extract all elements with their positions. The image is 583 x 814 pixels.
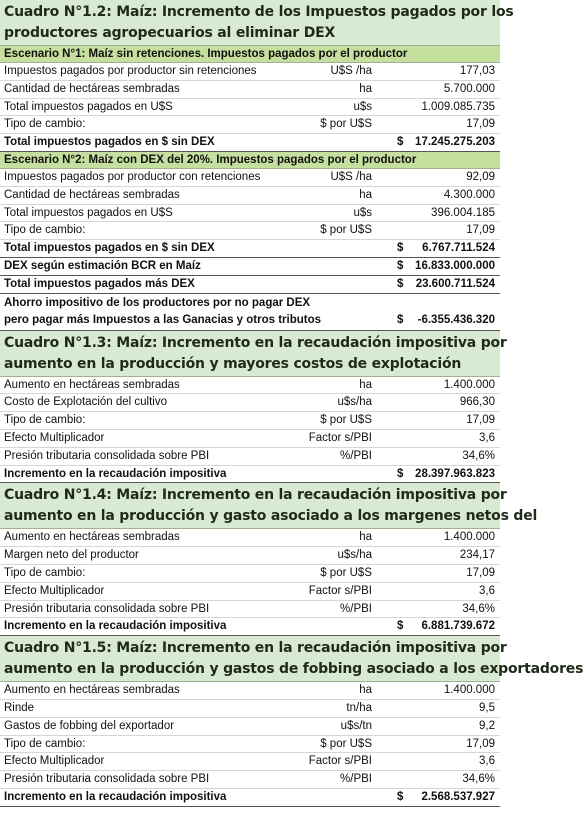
currency-symbol: $ — [397, 277, 404, 290]
row-label: Impuestos pagados por productor sin retenciones — [4, 65, 257, 77]
cuadro-1-3-title-line2: aumento en la producción y mayores costos de explotación — [4, 355, 462, 372]
escenario-1-header: Escenario N°1: Maíz sin retenciones. Impuestos pagados por el productor — [0, 46, 500, 63]
currency-symbol: $ — [397, 790, 404, 803]
total-value: 23.600.711.524 — [415, 277, 495, 290]
row-unit: $ por U$S — [320, 224, 372, 237]
row-unit: u$s — [353, 100, 372, 113]
cuadro-1-2-title-line1: Cuadro N°1.2: Maíz: Incremento de los Impuestos pagados por los — [4, 4, 514, 20]
total-row — [0, 240, 500, 258]
cuadro-1-3-title — [0, 331, 507, 377]
row-label: Efecto Multiplicador — [4, 755, 105, 768]
row-value: 92,09 — [466, 170, 495, 183]
table-row — [0, 377, 500, 395]
cuadro-1-2-title-line2: productores agropecuarios al eliminar DEX — [4, 25, 336, 41]
row-label: Efecto Multiplicador — [4, 431, 105, 444]
table-row — [0, 700, 500, 718]
row-value: 1.400.000 — [443, 684, 495, 697]
total-row — [0, 466, 500, 484]
row-value: 1.009.085.735 — [421, 100, 495, 113]
row-value: 4.300.000 — [443, 188, 495, 201]
row-value: 34,6% — [462, 449, 495, 462]
row-label: Tipo de cambio: — [4, 118, 86, 131]
total-label: Incremento en la recaudación impositiva — [4, 467, 227, 480]
total-row — [0, 134, 500, 152]
row-unit: Factor s/PBI — [308, 584, 372, 597]
row-value: 177,03 — [459, 65, 495, 77]
table-row — [0, 718, 500, 736]
row-unit: Factor s/PBI — [308, 755, 372, 768]
total-row — [0, 789, 500, 807]
row-value: 1.400.000 — [443, 378, 495, 391]
row-value: 34,6% — [462, 602, 495, 615]
table-row — [0, 682, 500, 700]
total-row — [0, 618, 500, 636]
row-label: Impuestos pagados por productor con retenciones — [4, 170, 261, 183]
cuadro-1-4-title-line2: aumento en la producción y gasto asociado a los margenes netos del — [4, 508, 538, 525]
currency-symbol: $ — [397, 259, 404, 272]
cuadro-1-2-title — [0, 0, 514, 46]
table-row — [0, 736, 500, 754]
total-label: Total impuestos pagados en $ sin DEX — [4, 242, 215, 255]
table-row — [0, 583, 500, 601]
row-unit: tn/ha — [346, 701, 372, 714]
ahorro-value: -6.355.436.320 — [417, 313, 495, 326]
table-row — [0, 81, 500, 99]
row-label: Gastos de fobbing del exportador — [4, 719, 175, 732]
currency-symbol: $ — [397, 136, 404, 149]
cuadro-1-4-title-line1: Cuadro N°1.4: Maíz: Incremento en la recaudación impositiva por — [4, 487, 507, 504]
row-value: 396.004.185 — [431, 206, 495, 219]
table-row — [0, 116, 500, 134]
row-label: Total impuestos pagados en U$S — [4, 206, 173, 219]
row-label: Aumento en hectáreas sembradas — [4, 531, 180, 544]
currency-symbol: $ — [397, 467, 404, 480]
row-label: Rinde — [4, 701, 35, 714]
table-row — [0, 187, 500, 205]
total-value: 28.397.963.823 — [415, 467, 495, 480]
ahorro-label-line2: pero pagar más Impuestos a las Ganacias y otros tributos — [4, 313, 321, 326]
total-value: 17.245.275.203 — [415, 136, 495, 149]
row-unit: $ por U$S — [320, 566, 372, 579]
row-unit: ha — [359, 684, 372, 697]
row-label: Aumento en hectáreas sembradas — [4, 378, 180, 391]
row-value: 34,6% — [462, 773, 495, 786]
row-unit: %/PBI — [340, 773, 372, 786]
total-row — [0, 258, 500, 276]
row-label: Cantidad de hectáreas sembradas — [4, 188, 180, 201]
row-value: 3,6 — [479, 584, 495, 597]
table-row — [0, 753, 500, 771]
row-unit: ha — [359, 378, 372, 391]
row-value: 966,30 — [459, 396, 495, 409]
row-unit: u$s/ha — [337, 549, 372, 562]
total-value: 6.881.739.672 — [421, 620, 495, 633]
total-label: Total impuestos pagados más DEX — [4, 277, 195, 290]
total-label: Incremento en la recaudación impositiva — [4, 790, 227, 803]
row-unit: U$S /ha — [330, 65, 372, 77]
ahorro-row — [0, 294, 500, 331]
table-row — [0, 63, 500, 81]
row-label: Cantidad de hectáreas sembradas — [4, 82, 180, 95]
row-unit: ha — [359, 188, 372, 201]
row-unit: %/PBI — [340, 602, 372, 615]
row-unit: ha — [359, 82, 372, 95]
row-unit: Factor s/PBI — [308, 431, 372, 444]
currency-symbol: $ — [397, 313, 404, 326]
row-value: 3,6 — [479, 755, 495, 768]
row-value: 9,2 — [479, 719, 495, 732]
total-label: Incremento en la recaudación impositiva — [4, 620, 227, 633]
total-label: DEX según estimación BCR en Maíz — [4, 259, 201, 272]
table-row — [0, 547, 500, 565]
total-value: 16.833.000.000 — [415, 259, 495, 272]
cuadro-1-4-title — [0, 483, 538, 529]
row-label: Tipo de cambio: — [4, 737, 86, 750]
cuadro-1-5-title-line1: Cuadro N°1.5: Maíz: Incremento en la recaudación impositiva por — [4, 640, 507, 657]
row-unit: $ por U$S — [320, 118, 372, 131]
row-value: 3,6 — [479, 431, 495, 444]
row-label: Efecto Multiplicador — [4, 584, 105, 597]
total-label: Total impuestos pagados en $ sin DEX — [4, 136, 215, 149]
table-row — [0, 222, 500, 240]
total-row — [0, 276, 500, 294]
total-value: 6.767.711.524 — [422, 242, 495, 255]
row-label: Tipo de cambio: — [4, 224, 86, 237]
row-value: 17,09 — [466, 566, 495, 579]
table-row — [0, 448, 500, 466]
row-unit: u$s — [353, 206, 372, 219]
escenario-2-header: Escenario N°2: Maíz con DEX del 20%. Impuestos pagados por el productor — [0, 152, 500, 169]
row-unit: U$S /ha — [330, 170, 372, 183]
row-value: 5.700.000 — [443, 82, 495, 95]
currency-symbol: $ — [397, 620, 404, 633]
currency-symbol: $ — [397, 242, 404, 255]
table-row — [0, 529, 500, 547]
cuadro-1-5-title — [0, 636, 583, 682]
row-unit: u$s/ha — [337, 396, 372, 409]
row-value: 17,09 — [466, 414, 495, 427]
table-row — [0, 601, 500, 619]
ahorro-label-line1: Ahorro impositivo de los productores por no pagar DEX — [4, 296, 311, 309]
row-unit: %/PBI — [340, 449, 372, 462]
row-label: Aumento en hectáreas sembradas — [4, 684, 180, 697]
row-value: 1.400.000 — [443, 531, 495, 544]
row-unit: ha — [359, 531, 372, 544]
row-label: Presión tributaria consolidada sobre PBI — [4, 449, 210, 462]
row-unit: u$s/tn — [340, 719, 372, 732]
row-unit: $ por U$S — [320, 737, 372, 750]
cuadro-1-3-title-line1: Cuadro N°1.3: Maíz: Incremento en la recaudación impositiva por — [4, 334, 507, 351]
row-unit: $ por U$S — [320, 414, 372, 427]
table-row — [0, 205, 500, 223]
row-label: Presión tributaria consolidada sobre PBI — [4, 773, 210, 786]
table-row — [0, 771, 500, 789]
total-value: 2.568.537.927 — [421, 790, 495, 803]
row-label: Tipo de cambio: — [4, 566, 86, 579]
row-value: 234,17 — [459, 549, 495, 562]
table-row — [0, 430, 500, 448]
table-row — [0, 99, 500, 117]
row-label: Total impuestos pagados en U$S — [4, 100, 173, 113]
row-value: 9,5 — [479, 701, 495, 714]
row-value: 17,09 — [466, 224, 495, 237]
row-label: Presión tributaria consolidada sobre PBI — [4, 602, 210, 615]
table-row — [0, 394, 500, 412]
cuadro-1-5-title-line2: aumento en la producción y gastos de fobbing asociado a los exportadores — [4, 661, 583, 678]
table-row — [0, 412, 500, 430]
row-label: Margen neto del productor — [4, 549, 139, 562]
row-label: Costo de Explotación del cultivo — [4, 396, 168, 409]
row-label: Tipo de cambio: — [4, 414, 86, 427]
table-row — [0, 169, 500, 187]
table-row — [0, 565, 500, 583]
row-value: 17,09 — [466, 737, 495, 750]
row-value: 17,09 — [466, 118, 495, 131]
